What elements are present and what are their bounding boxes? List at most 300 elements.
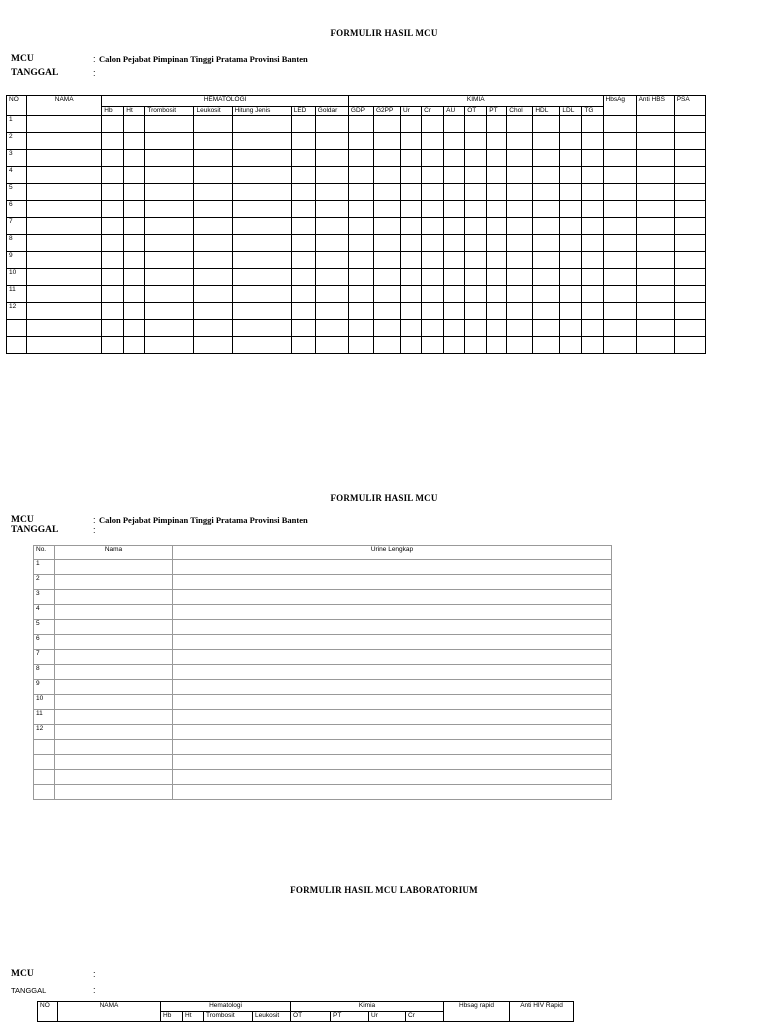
table-cell: [444, 320, 465, 337]
table-row: [7, 218, 706, 235]
table-cell: [533, 252, 560, 269]
table-cell: [348, 337, 373, 354]
table-row: [7, 116, 706, 133]
table-cell: [465, 150, 487, 167]
table-cell: [533, 116, 560, 133]
table-cell: [507, 235, 533, 252]
table-cell: [232, 269, 291, 286]
table-cell: [27, 167, 102, 184]
table-cell: [102, 235, 124, 252]
table-row: [34, 695, 612, 710]
table-cell: [636, 150, 674, 167]
table-cell: [373, 116, 400, 133]
table-row: [7, 235, 706, 252]
table-cell: [674, 337, 705, 354]
table-cell: [145, 235, 194, 252]
table-cell: [102, 303, 124, 320]
table-cell: [315, 269, 348, 286]
table-cell: [636, 235, 674, 252]
form1-table-body: [7, 116, 706, 354]
table-row: [34, 650, 612, 665]
table-cell: [582, 235, 603, 252]
table-cell: [232, 218, 291, 235]
table-cell: [102, 320, 124, 337]
table-cell: [291, 235, 315, 252]
table-cell: [27, 218, 102, 235]
table-cell: [603, 133, 636, 150]
form2-mcu-value: Calon Pejabat Pimpinan Tinggi Pratama Provinsi Banten: [99, 515, 308, 525]
table-cell: [102, 269, 124, 286]
table-cell: [145, 286, 194, 303]
table-cell: [27, 150, 102, 167]
table-cell: [582, 150, 603, 167]
table-cell: [27, 116, 102, 133]
header-kimia: KIMIA: [348, 96, 603, 107]
table-cell: [124, 235, 145, 252]
row-number: 9: [7, 252, 27, 269]
header-cr: Cr: [422, 107, 444, 116]
table-cell: [102, 252, 124, 269]
table-row: [34, 620, 612, 635]
table-cell: [145, 116, 194, 133]
table-cell: [674, 320, 705, 337]
table-cell: [102, 133, 124, 150]
header-hbsag-rapid: Hbsag rapid: [444, 1002, 510, 1022]
table-cell: [444, 286, 465, 303]
table-cell: [444, 150, 465, 167]
table-cell: [533, 269, 560, 286]
table-cell: [173, 725, 612, 740]
table-cell: [487, 201, 507, 218]
table-cell: [560, 201, 582, 218]
table-cell: [145, 320, 194, 337]
table-cell: [55, 575, 173, 590]
table-cell: [27, 320, 102, 337]
table-cell: [27, 303, 102, 320]
header-ht: Ht: [124, 107, 145, 116]
table-cell: [582, 252, 603, 269]
table-cell: [560, 320, 582, 337]
table-cell: [291, 150, 315, 167]
table-cell: [173, 665, 612, 680]
table-cell: [102, 218, 124, 235]
table-cell: [465, 218, 487, 235]
header-ht: Ht: [183, 1012, 204, 1022]
form1-title: FORMULIR HASIL MCU: [330, 28, 438, 38]
table-cell: [124, 269, 145, 286]
table-cell: [582, 201, 603, 218]
header-kimia: Kimia: [291, 1002, 444, 1012]
header-tg: TG: [582, 107, 603, 116]
table-cell: [487, 252, 507, 269]
table-row: [34, 680, 612, 695]
table-cell: [636, 269, 674, 286]
table-cell: [102, 184, 124, 201]
form1-mcu-colon: :: [93, 54, 96, 64]
table-cell: [465, 201, 487, 218]
table-cell: [232, 303, 291, 320]
table-cell: [422, 116, 444, 133]
table-cell: [194, 269, 232, 286]
row-number: [34, 785, 55, 800]
table-cell: [124, 184, 145, 201]
table-cell: [315, 303, 348, 320]
table-cell: [373, 150, 400, 167]
table-cell: [636, 252, 674, 269]
form1-results-table: [6, 95, 706, 354]
table-cell: [173, 650, 612, 665]
table-cell: [401, 116, 422, 133]
row-number: 4: [34, 605, 55, 620]
table-cell: [348, 218, 373, 235]
header-cr: Cr: [406, 1012, 444, 1022]
table-row: [7, 320, 706, 337]
table-cell: [674, 116, 705, 133]
table-cell: [674, 269, 705, 286]
table-cell: [232, 150, 291, 167]
table-cell: [487, 303, 507, 320]
table-cell: [507, 337, 533, 354]
row-number: 9: [34, 680, 55, 695]
table-cell: [291, 218, 315, 235]
table-cell: [27, 269, 102, 286]
table-cell: [636, 337, 674, 354]
table-cell: [173, 755, 612, 770]
table-cell: [401, 337, 422, 354]
table-cell: [603, 184, 636, 201]
table-row: [7, 269, 706, 286]
table-cell: [603, 201, 636, 218]
table-cell: [487, 184, 507, 201]
table-cell: [194, 252, 232, 269]
header-gdp: GDP: [348, 107, 373, 116]
table-cell: [173, 695, 612, 710]
table-cell: [373, 133, 400, 150]
table-cell: [422, 201, 444, 218]
table-row: [7, 303, 706, 320]
table-cell: [507, 218, 533, 235]
table-cell: [145, 337, 194, 354]
table-cell: [674, 167, 705, 184]
table-cell: [315, 252, 348, 269]
table-cell: [465, 286, 487, 303]
table-cell: [560, 133, 582, 150]
form3-mcu-colon: :: [93, 969, 96, 979]
row-number: 10: [7, 269, 27, 286]
table-cell: [507, 184, 533, 201]
table-cell: [124, 303, 145, 320]
table-cell: [401, 133, 422, 150]
table-cell: [124, 201, 145, 218]
table-cell: [603, 167, 636, 184]
row-number: 6: [7, 201, 27, 218]
table-row: [34, 785, 612, 800]
table-cell: [194, 303, 232, 320]
table-cell: [636, 320, 674, 337]
table-cell: [55, 590, 173, 605]
table-cell: [173, 635, 612, 650]
row-number: 2: [34, 575, 55, 590]
table-cell: [348, 320, 373, 337]
table-cell: [674, 303, 705, 320]
table-cell: [194, 133, 232, 150]
row-number: 7: [34, 650, 55, 665]
table-cell: [173, 590, 612, 605]
table-cell: [27, 252, 102, 269]
table-cell: [27, 286, 102, 303]
table-cell: [348, 303, 373, 320]
table-cell: [145, 167, 194, 184]
row-number: 3: [34, 590, 55, 605]
table-cell: [487, 320, 507, 337]
table-cell: [194, 167, 232, 184]
table-cell: [348, 133, 373, 150]
form3-lab-table: [37, 1001, 574, 1022]
table-cell: [232, 320, 291, 337]
header-pt: PT: [331, 1012, 369, 1022]
table-cell: [582, 269, 603, 286]
header-led: LED: [291, 107, 315, 116]
table-cell: [582, 218, 603, 235]
header-anti-hiv-rapid: Anti HIV Rapid: [510, 1002, 574, 1022]
table-cell: [173, 785, 612, 800]
table-cell: [291, 303, 315, 320]
table-cell: [194, 320, 232, 337]
table-row: [34, 590, 612, 605]
table-cell: [232, 133, 291, 150]
table-cell: [444, 133, 465, 150]
table-cell: [422, 320, 444, 337]
table-cell: [401, 150, 422, 167]
table-cell: [348, 201, 373, 218]
header-nama: Nama: [55, 546, 173, 560]
table-cell: [636, 167, 674, 184]
table-cell: [507, 133, 533, 150]
table-cell: [560, 286, 582, 303]
header-trombosit: Trombosit: [145, 107, 194, 116]
table-row: [34, 770, 612, 785]
table-cell: [315, 337, 348, 354]
table-cell: [507, 252, 533, 269]
table-cell: [315, 150, 348, 167]
table-row: [34, 710, 612, 725]
table-cell: [373, 286, 400, 303]
table-cell: [348, 116, 373, 133]
table-cell: [465, 303, 487, 320]
table-cell: [348, 184, 373, 201]
table-cell: [603, 218, 636, 235]
table-row: [34, 635, 612, 650]
row-number: 2: [7, 133, 27, 150]
table-cell: [401, 218, 422, 235]
table-cell: [560, 269, 582, 286]
row-number: [34, 755, 55, 770]
header-hematologi: HEMATOLOGI: [102, 96, 349, 107]
table-cell: [533, 167, 560, 184]
row-number: [34, 740, 55, 755]
table-cell: [27, 235, 102, 252]
table-cell: [145, 269, 194, 286]
table-cell: [55, 605, 173, 620]
form3-title: FORMULIR HASIL MCU LABORATORIUM: [290, 885, 478, 895]
table-cell: [291, 337, 315, 354]
table-cell: [173, 620, 612, 635]
header-urine-lengkap: Urine Lengkap: [173, 546, 612, 560]
table-cell: [373, 269, 400, 286]
table-cell: [232, 337, 291, 354]
table-cell: [124, 167, 145, 184]
table-cell: [560, 252, 582, 269]
table-cell: [55, 695, 173, 710]
table-cell: [603, 150, 636, 167]
table-cell: [401, 286, 422, 303]
table-cell: [124, 252, 145, 269]
table-cell: [603, 235, 636, 252]
row-number: [7, 337, 27, 354]
header-pt: PT: [487, 107, 507, 116]
table-cell: [636, 184, 674, 201]
table-cell: [232, 286, 291, 303]
table-cell: [422, 133, 444, 150]
table-cell: [124, 286, 145, 303]
table-cell: [674, 235, 705, 252]
table-cell: [55, 635, 173, 650]
table-cell: [560, 337, 582, 354]
row-number: 11: [34, 710, 55, 725]
table-cell: [55, 620, 173, 635]
header-leukosit: Leukosit: [253, 1012, 291, 1022]
table-cell: [194, 150, 232, 167]
table-cell: [232, 116, 291, 133]
table-cell: [444, 116, 465, 133]
table-cell: [582, 286, 603, 303]
table-cell: [560, 150, 582, 167]
header-au: AU: [444, 107, 465, 116]
table-cell: [173, 560, 612, 575]
table-cell: [444, 201, 465, 218]
header-no: NO: [7, 96, 27, 116]
header-nama: NAMA: [58, 1002, 161, 1022]
table-cell: [465, 337, 487, 354]
table-row: [7, 184, 706, 201]
table-cell: [291, 269, 315, 286]
table-cell: [533, 320, 560, 337]
table-cell: [55, 650, 173, 665]
table-cell: [487, 150, 507, 167]
header-trombosit: Trombosit: [204, 1012, 253, 1022]
table-cell: [422, 303, 444, 320]
table-cell: [55, 560, 173, 575]
table-cell: [533, 303, 560, 320]
table-cell: [401, 167, 422, 184]
row-number: 10: [34, 695, 55, 710]
table-cell: [603, 116, 636, 133]
form2-mcu-label: MCU: [11, 515, 34, 525]
table-cell: [533, 337, 560, 354]
table-cell: [291, 286, 315, 303]
table-cell: [422, 235, 444, 252]
table-cell: [315, 133, 348, 150]
header-anti-hbs: Anti HBS: [636, 96, 674, 116]
table-cell: [560, 235, 582, 252]
table-cell: [465, 184, 487, 201]
table-cell: [603, 303, 636, 320]
row-number: 3: [7, 150, 27, 167]
table-cell: [560, 218, 582, 235]
table-cell: [145, 150, 194, 167]
table-cell: [465, 252, 487, 269]
table-row: [34, 665, 612, 680]
header-hdl: HDL: [533, 107, 560, 116]
table-cell: [315, 167, 348, 184]
table-cell: [194, 218, 232, 235]
table-cell: [124, 116, 145, 133]
header-no: NO: [38, 1002, 58, 1022]
header-ot: OT: [291, 1012, 331, 1022]
table-cell: [55, 770, 173, 785]
table-cell: [55, 665, 173, 680]
table-cell: [373, 201, 400, 218]
form2-table-body: [34, 560, 612, 800]
table-cell: [348, 235, 373, 252]
table-cell: [560, 167, 582, 184]
table-cell: [636, 133, 674, 150]
header-ur: Ur: [401, 107, 422, 116]
table-cell: [533, 150, 560, 167]
row-number: 7: [7, 218, 27, 235]
table-cell: [487, 133, 507, 150]
table-cell: [373, 184, 400, 201]
header-hitung-jenis: Hitung Jenis: [232, 107, 291, 116]
table-cell: [674, 218, 705, 235]
table-cell: [636, 116, 674, 133]
table-cell: [232, 201, 291, 218]
table-cell: [674, 150, 705, 167]
table-cell: [560, 303, 582, 320]
row-number: 8: [7, 235, 27, 252]
table-cell: [194, 337, 232, 354]
table-cell: [373, 320, 400, 337]
table-cell: [315, 286, 348, 303]
table-row: [7, 167, 706, 184]
table-cell: [444, 167, 465, 184]
table-cell: [533, 184, 560, 201]
table-cell: [373, 337, 400, 354]
table-cell: [674, 201, 705, 218]
table-cell: [674, 286, 705, 303]
table-cell: [124, 133, 145, 150]
header-hb: Hb: [102, 107, 124, 116]
table-cell: [291, 133, 315, 150]
table-cell: [465, 320, 487, 337]
table-cell: [444, 252, 465, 269]
table-cell: [291, 184, 315, 201]
table-cell: [102, 201, 124, 218]
table-row: [34, 725, 612, 740]
table-cell: [145, 303, 194, 320]
table-cell: [465, 116, 487, 133]
table-cell: [194, 286, 232, 303]
table-cell: [194, 201, 232, 218]
table-cell: [291, 167, 315, 184]
table-row: [34, 605, 612, 620]
table-cell: [507, 150, 533, 167]
table-cell: [465, 133, 487, 150]
row-number: 1: [34, 560, 55, 575]
table-cell: [55, 710, 173, 725]
table-cell: [422, 184, 444, 201]
table-cell: [487, 235, 507, 252]
